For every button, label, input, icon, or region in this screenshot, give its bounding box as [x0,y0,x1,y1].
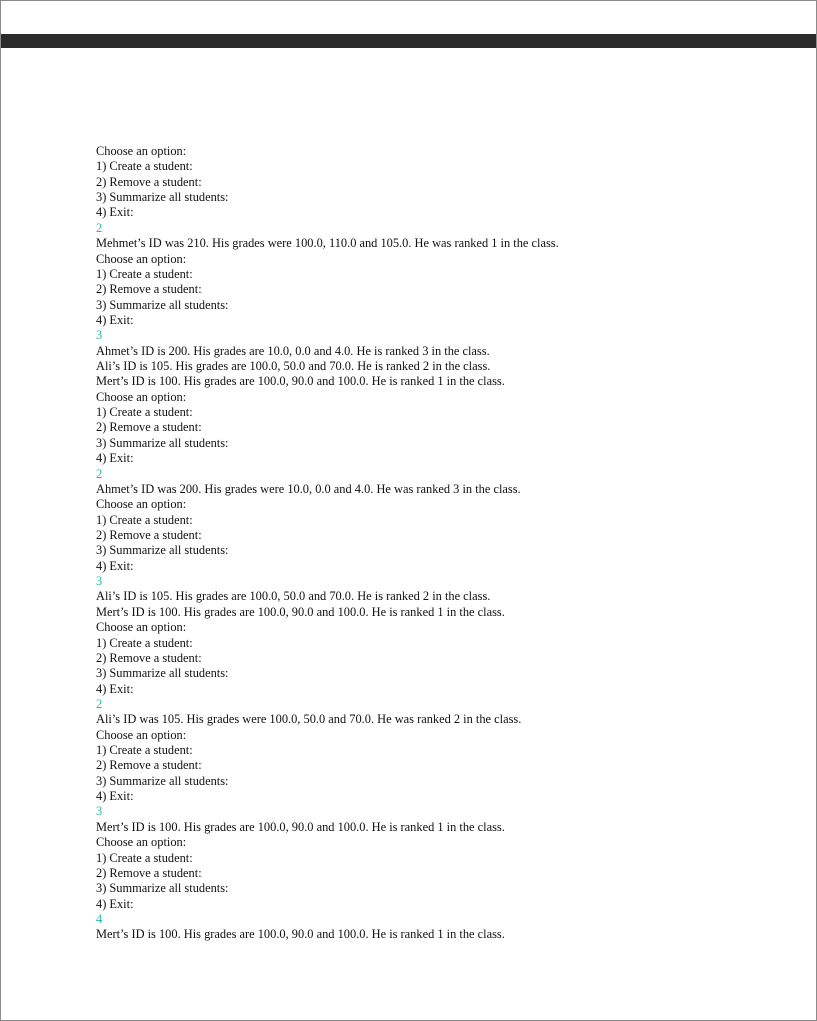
output-line: 3) Summarize all students: [96,297,229,312]
output-line: Ahmet’s ID was 200. His grades were 10.0, 0.0 and 4.0. He was ranked 3 in the class. [96,481,521,496]
output-line: 4) Exit: [96,312,134,327]
output-line: 4) Exit: [96,451,134,466]
output-line: Mert’s ID is 100. His grades are 100.0, 90.0 and 100.0. He is ranked 1 in the class. [96,374,505,389]
output-line: 1) Create a student: [96,405,193,420]
output-line: Mert’s ID is 100. His grades are 100.0, 90.0 and 100.0. He is ranked 1 in the class. [96,927,505,942]
output-line: Ahmet’s ID is 200. His grades are 10.0, 0.0 and 4.0. He is ranked 3 in the class. [96,343,490,358]
user-input-line: 2 [96,466,103,481]
output-line: 1) Create a student: [96,635,193,650]
output-line: 3) Summarize all students: [96,435,229,450]
user-input-line: 2 [96,220,103,235]
output-line: 3) Summarize all students: [96,190,229,205]
output-line: 2) Remove a student: [96,758,202,773]
output-line: 3) Summarize all students: [96,543,229,558]
output-line: Ali’s ID is 105. His grades are 100.0, 50.0 and 70.0. He is ranked 2 in the class. [96,359,491,374]
console-output [96,144,776,943]
user-input-line: 4 [96,911,103,926]
output-line: 1) Create a student: [96,743,193,758]
output-line: 1) Create a student: [96,850,193,865]
output-line: 3) Summarize all students: [96,881,229,896]
output-line: 2) Remove a student: [96,174,202,189]
output-line: 4) Exit: [96,681,134,696]
output-line: 2) Remove a student: [96,527,202,542]
output-line: 2) Remove a student: [96,865,202,880]
user-input-line: 3 [96,328,103,343]
output-line: Ali’s ID was 105. His grades were 100.0, 50.0 and 70.0. He was ranked 2 in the class. [96,712,522,727]
output-line: 1) Create a student: [96,266,193,281]
output-line: Choose an option: [96,727,187,742]
output-line: 4) Exit: [96,789,134,804]
user-input-line: 3 [96,574,103,589]
output-line: 3) Summarize all students: [96,666,229,681]
output-line: 1) Create a student: [96,159,193,174]
output-line: Choose an option: [96,144,187,158]
output-line: Choose an option: [96,835,187,850]
user-input-line: 3 [96,804,103,819]
output-line: Choose an option: [96,389,187,404]
header-bar [1,34,816,48]
output-line: Choose an option: [96,251,187,266]
output-line: 4) Exit: [96,558,134,573]
top-strip [1,1,816,35]
output-line: Mehmet’s ID was 210. His grades were 100.0, 110.0 and 105.0. He was ranked 1 in the class. [96,236,559,251]
output-line: Choose an option: [96,497,187,512]
output-line: 3) Summarize all students: [96,773,229,788]
output-line: 4) Exit: [96,896,134,911]
output-line: 2) Remove a student: [96,420,202,435]
output-line: Mert’s ID is 100. His grades are 100.0, 90.0 and 100.0. He is ranked 1 in the class. [96,604,505,619]
output-line: 2) Remove a student: [96,282,202,297]
output-line: Mert’s ID is 100. His grades are 100.0, 90.0 and 100.0. He is ranked 1 in the class. [96,819,505,834]
output-line: Choose an option: [96,620,187,635]
user-input-line: 2 [96,696,103,711]
output-line: 4) Exit: [96,205,134,220]
output-line: Ali’s ID is 105. His grades are 100.0, 50.0 and 70.0. He is ranked 2 in the class. [96,589,491,604]
output-line: 1) Create a student: [96,512,193,527]
output-line: 2) Remove a student: [96,650,202,665]
